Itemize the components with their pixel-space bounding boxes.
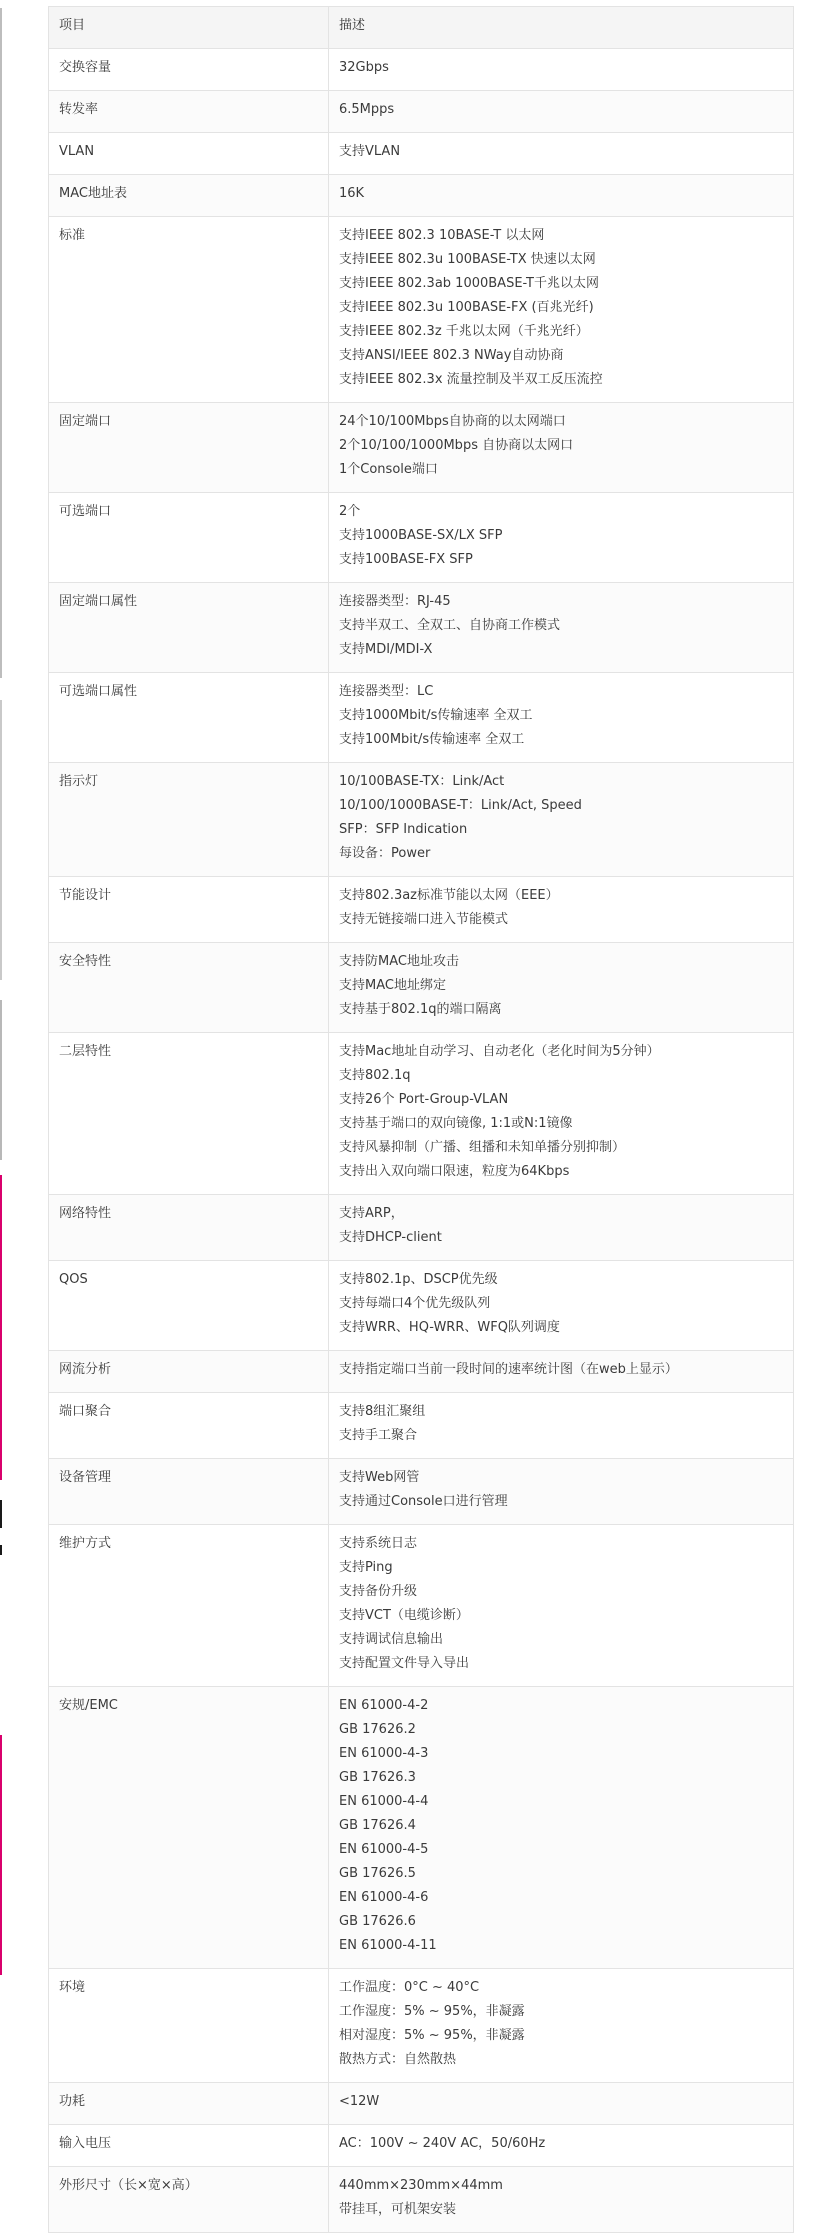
description-line: 支持Web网管 [339,1470,420,1485]
description-line: EN 61000-4-2 [339,1698,429,1713]
description-line: <12W [339,2094,380,2109]
row-description [329,1195,794,1261]
description-line: 支持指定端口当前一段时间的速率统计图（在web上显示） [339,1362,678,1377]
description-line: 440mm×230mm×44mm [339,2178,503,2193]
description-line: 支持MAC地址绑定 [339,978,446,993]
row-description [329,1969,794,2083]
description-line: 支持通过Console口进行管理 [339,1494,508,1509]
header-item: 项目 [49,7,329,49]
description-line: 支持防MAC地址攻击 [339,954,459,969]
row-description [329,49,794,91]
row-description [329,583,794,673]
row-item-label: 安规/EMC [49,1687,329,1969]
edge-segment [0,1735,2,1975]
description-line: 连接器类型：LC [339,684,434,699]
description-line: 支持ARP， [339,1206,404,1221]
row-item-label: 指示灯 [49,763,329,877]
description-line: 工作温度：0°C ~ 40°C [339,1980,480,1995]
description-line: EN 61000-4-6 [339,1890,429,1905]
table-row [49,49,794,91]
description-line: 支持Ping [339,1560,393,1575]
row-description [329,1261,794,1351]
description-line: 带挂耳，可机架安装 [339,2202,457,2217]
row-item-label: 设备管理 [49,1459,329,1525]
description-line: 支持调试信息输出 [339,1632,444,1647]
table-row [49,2167,794,2233]
table-row [49,583,794,673]
description-line: 支持风暴抑制（广播、组播和未知单播分别抑制） [339,1140,626,1155]
description-line: 支持VCT（电缆诊断） [339,1608,469,1623]
table-row [49,175,794,217]
row-description [329,403,794,493]
description-line: 支持每端口4个优先级队列 [339,1296,491,1311]
left-edge-decoration [0,0,3,2209]
edge-segment [0,1500,2,1528]
description-line: 支持ANSI/IEEE 802.3 NWay自动协商 [339,348,564,363]
description-line: EN 61000-4-5 [339,1842,429,1857]
description-line: GB 17626.3 [339,1770,416,1785]
row-description [329,877,794,943]
row-description [329,1459,794,1525]
row-item-label: 标准 [49,217,329,403]
table-row [49,763,794,877]
table-row [49,1261,794,1351]
description-line: 支持DHCP-client [339,1230,442,1245]
row-item-label: 节能设计 [49,877,329,943]
description-line: 支持无链接端口进入节能模式 [339,912,509,927]
description-line: 支持基于802.1q的端口隔离 [339,1002,502,1017]
table-row [49,403,794,493]
edge-segment [0,700,2,980]
description-line: EN 61000-4-3 [339,1746,429,1761]
table-row [49,493,794,583]
row-item-label: 维护方式 [49,1525,329,1687]
row-item-label: 固定端口属性 [49,583,329,673]
description-line: GB 17626.2 [339,1722,416,1737]
description-line: GB 17626.4 [339,1818,416,1833]
description-line: 支持IEEE 802.3ab 1000BASE-T千兆以太网 [339,276,599,291]
table-header-row [49,7,794,49]
description-line: AC：100V ~ 240V AC，50/60Hz [339,2136,546,2151]
row-item-label: 可选端口属性 [49,673,329,763]
description-line: 支持802.1p、DSCP优先级 [339,1272,498,1287]
description-line: 支持IEEE 802.3 10BASE-T 以太网 [339,228,545,243]
table-row [49,133,794,175]
description-line: 支持WRR、HQ-WRR、WFQ队列调度 [339,1320,560,1335]
table-row [49,1687,794,1969]
spec-table-body [49,49,794,2233]
description-line: 支持MDI/MDI-X [339,642,433,657]
row-item-label: 端口聚合 [49,1393,329,1459]
row-description [329,1525,794,1687]
table-row [49,673,794,763]
row-item-label: 安全特性 [49,943,329,1033]
row-description [329,1393,794,1459]
description-line: 支持802.1q [339,1068,411,1083]
description-line: 支持IEEE 802.3x 流量控制及半双工反压流控 [339,372,603,387]
row-item-label: 功耗 [49,2083,329,2125]
row-description [329,1687,794,1969]
row-description [329,493,794,583]
description-line: 支持802.3az标准节能以太网（EEE） [339,888,559,903]
description-line: 支持IEEE 802.3z 千兆以太网（千兆光纤） [339,324,589,339]
row-description [329,2125,794,2167]
row-item-label: 网流分析 [49,1351,329,1393]
description-line: 支持Mac地址自动学习、自动老化（老化时间为5分钟） [339,1044,660,1059]
row-description [329,2083,794,2125]
edge-segment [0,1545,2,1555]
row-item-label: MAC地址表 [49,175,329,217]
description-line: 支持配置文件导入导出 [339,1656,470,1671]
description-line: 10/100/1000BASE-T：Link/Act, Speed [339,798,582,813]
description-line: 支持1000Mbit/s传输速率 全双工 [339,708,533,723]
row-item-label: QOS [49,1261,329,1351]
description-line: 散热方式：自然散热 [339,2052,457,2067]
table-row [49,877,794,943]
row-item-label: 输入电压 [49,2125,329,2167]
row-item-label: 外形尺寸（长×宽×高） [49,2167,329,2233]
description-line: 相对湿度：5% ~ 95%，非凝露 [339,2028,525,2043]
table-row [49,1195,794,1261]
table-row [49,1393,794,1459]
description-line: EN 61000-4-11 [339,1938,437,1953]
edge-segment [0,1000,2,1160]
table-row [49,1525,794,1687]
description-line: 1个Console端口 [339,462,438,477]
description-line: 32Gbps [339,60,389,75]
description-line: 支持出入双向端口限速，粒度为64Kbps [339,1164,570,1179]
description-line: 16K [339,186,365,201]
table-row [49,2125,794,2167]
header-description: 描述 [329,7,794,49]
row-description [329,217,794,403]
description-line: 连接器类型：RJ-45 [339,594,451,609]
description-line: 支持VLAN [339,144,401,159]
description-line: 10/100BASE-TX：Link/Act [339,774,505,789]
table-row [49,91,794,133]
description-line: 6.5Mpps [339,102,395,117]
row-description [329,175,794,217]
description-line: 支持8组汇聚组 [339,1404,426,1419]
row-description [329,1033,794,1195]
row-item-label: 二层特性 [49,1033,329,1195]
row-description [329,673,794,763]
row-item-label: 转发率 [49,91,329,133]
description-line: 支持26个 Port-Group-VLAN [339,1092,509,1107]
description-line: GB 17626.5 [339,1866,416,1881]
row-description [329,1351,794,1393]
row-item-label: 固定端口 [49,403,329,493]
table-row [49,217,794,403]
description-line: 每设备：Power [339,846,431,861]
row-description [329,91,794,133]
description-line: GB 17626.6 [339,1914,416,1929]
description-line: 支持IEEE 802.3u 100BASE-TX 快速以太网 [339,252,596,267]
row-description [329,133,794,175]
row-description [329,943,794,1033]
table-row [49,1459,794,1525]
description-line: 支持半双工、全双工、自协商工作模式 [339,618,561,633]
description-line: 支持备份升级 [339,1584,418,1599]
edge-segment [0,8,2,678]
description-line: 支持100BASE-FX SFP [339,552,473,567]
row-item-label: 交换容量 [49,49,329,91]
description-line: 24个10/100Mbps自协商的以太网端口 [339,414,566,429]
table-row [49,1351,794,1393]
row-item-label: 可选端口 [49,493,329,583]
row-item-label: 环境 [49,1969,329,2083]
table-row [49,943,794,1033]
spec-table [48,6,794,2233]
row-description [329,2167,794,2233]
row-item-label: VLAN [49,133,329,175]
description-line: 2个 [339,504,361,519]
description-line: 支持系统日志 [339,1536,418,1551]
row-description [329,763,794,877]
table-row [49,2083,794,2125]
description-line: 支持基于端口的双向镜像, 1:1或N:1镜像 [339,1116,573,1131]
description-line: 支持手工聚合 [339,1428,418,1443]
description-line: EN 61000-4-4 [339,1794,429,1809]
table-row [49,1969,794,2083]
table-row [49,1033,794,1195]
description-line: 工作湿度：5% ~ 95%，非凝露 [339,2004,525,2019]
description-line: 支持1000BASE-SX/LX SFP [339,528,503,543]
row-item-label: 网络特性 [49,1195,329,1261]
description-line: SFP：SFP Indication [339,822,468,837]
description-line: 支持IEEE 802.3u 100BASE-FX (百兆光纤) [339,300,594,315]
edge-segment [0,1175,2,1480]
description-line: 支持100Mbit/s传输速率 全双工 [339,732,525,747]
description-line: 2个10/100/1000Mbps 自协商以太网口 [339,438,574,453]
